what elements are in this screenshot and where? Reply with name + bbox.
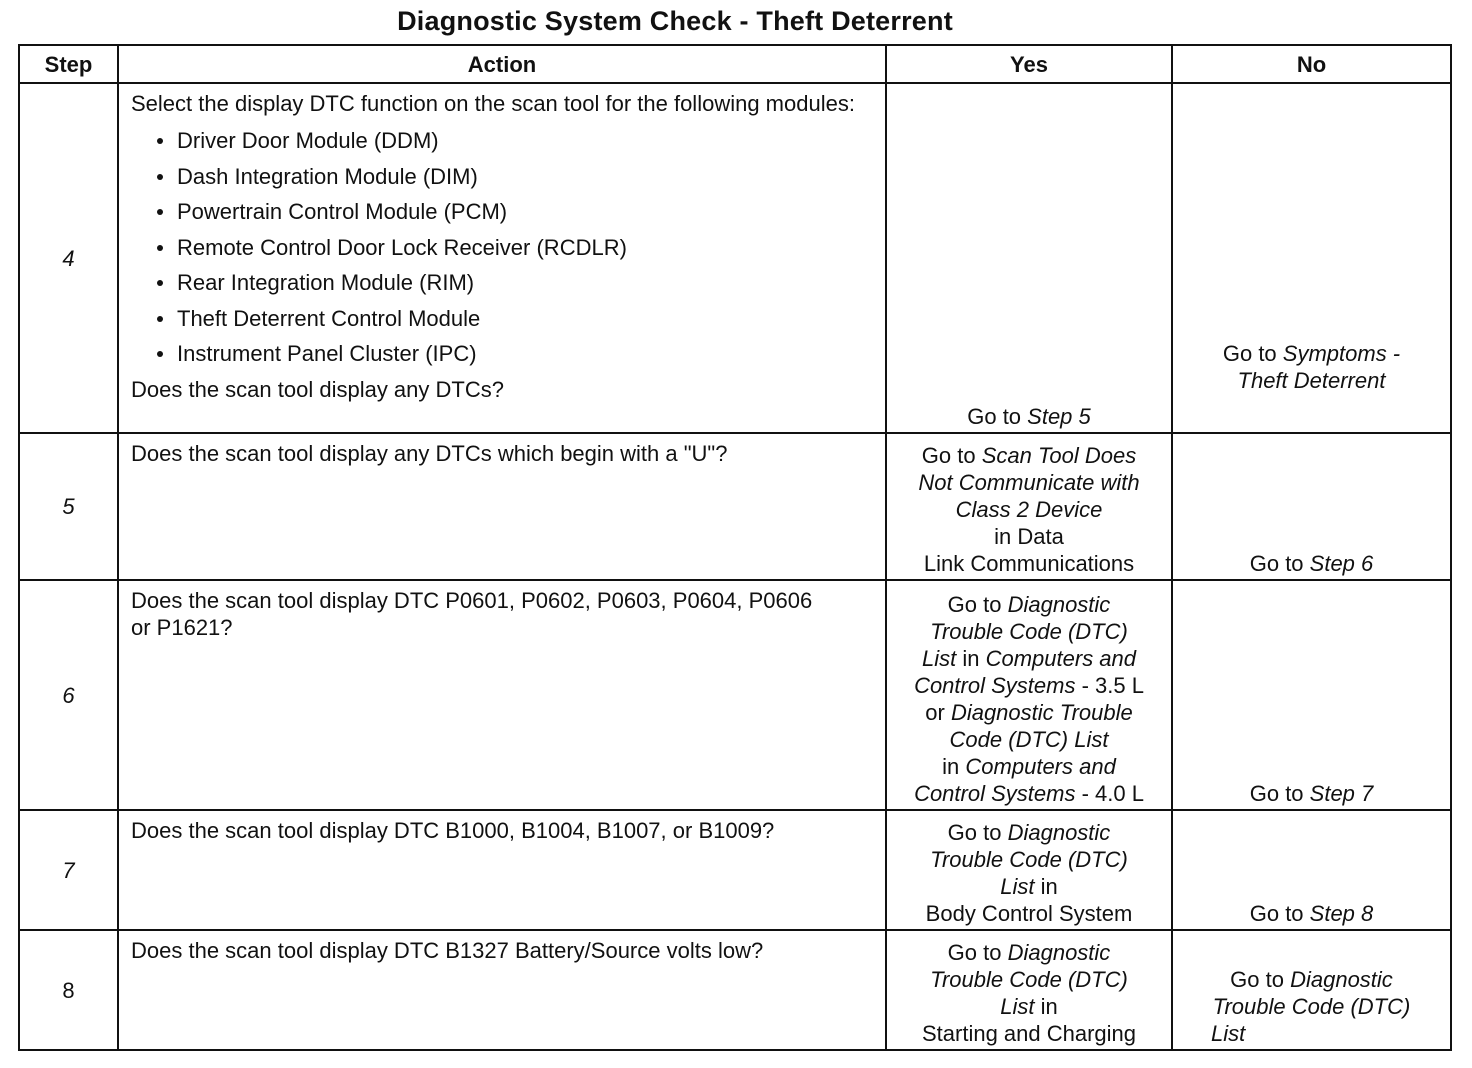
goto-link[interactable]: Code (DTC) List [949,727,1109,752]
action-cell: Does the scan tool display DTC B1000, B1004, B1007, or B1009? [118,810,886,930]
step-number: 4 [19,83,118,433]
action-cell: Does the scan tool display DTC P0601, P0602, P0603, P0604, P0606 or P1621? [118,580,886,810]
list-item: Theft Deterrent Control Module [153,301,875,337]
header-action: Action [118,45,886,83]
action-cell: Does the scan tool display any DTCs which begin with a "U"? [118,433,886,580]
goto-link[interactable]: Symptoms - [1282,341,1401,366]
goto-link[interactable]: Trouble Code (DTC) [930,967,1128,992]
goto-link[interactable]: Computers and [985,646,1137,671]
goto-link[interactable]: Diagnostic [1007,820,1111,845]
step-number: 6 [19,580,118,810]
goto-link[interactable]: Trouble Code (DTC) [930,847,1128,872]
goto-prefix: Go to [947,820,1008,845]
list-item: Remote Control Door Lock Receiver (RCDLR) [153,230,875,266]
page-title: Diagnostic System Check - Theft Deterrent [397,6,953,36]
yes-cell [886,810,1172,930]
goto-link[interactable]: List [1000,874,1035,899]
link-context: in [942,754,966,779]
diagnostic-table [18,44,1452,1051]
table-row [19,83,1451,433]
table-row [19,930,1451,1050]
yes-cell [886,930,1172,1050]
goto-prefix: Go to [1222,341,1283,366]
goto-link[interactable]: Diagnostic Trouble [950,700,1133,725]
goto-prefix: Go to [967,404,1028,429]
yes-cell [886,580,1172,810]
table-row [19,580,1451,810]
goto-link[interactable]: List [921,646,957,671]
list-item: Driver Door Module (DDM) [153,123,875,159]
goto-prefix: Go to [1249,781,1310,806]
list-item: Powertrain Control Module (PCM) [153,194,875,230]
link-context: or [925,700,951,725]
no-cell [1172,580,1451,810]
table-row [19,810,1451,930]
header-step: Step [19,45,118,83]
goto-link[interactable]: Step 5 [1027,404,1091,429]
link-context: Starting and Charging [921,1021,1137,1046]
goto-prefix: Go to [947,592,1008,617]
goto-link[interactable]: Diagnostic [1290,967,1393,992]
list-item: Rear Integration Module (RIM) [153,265,875,301]
no-cell [1172,433,1451,580]
goto-link[interactable]: Trouble Code (DTC) [1212,994,1411,1019]
goto-prefix: Go to [1249,551,1310,576]
table-row [19,433,1451,580]
link-context: in [956,646,986,671]
goto-link[interactable]: Theft Deterrent [1237,368,1386,393]
yes-cell [886,433,1172,580]
link-context: Body Control System [925,901,1133,926]
goto-link[interactable]: Control Systems [914,781,1076,806]
goto-prefix: Go to [921,443,982,468]
header-yes: Yes [886,45,1172,83]
no-cell [1172,83,1451,433]
goto-link[interactable]: Step 7 [1309,781,1374,806]
goto-link[interactable]: List [1000,994,1035,1019]
action-cell: Does the scan tool display DTC B1327 Battery/Source volts low? [118,930,886,1050]
goto-link[interactable]: Class 2 Device [955,497,1103,522]
action-cell [118,83,886,433]
step-number: 8 [19,930,118,1050]
goto-link[interactable]: Scan Tool Does [981,443,1137,468]
step-number: 5 [19,433,118,580]
goto-link[interactable]: List [1211,1021,1246,1046]
goto-link[interactable]: Step 8 [1309,901,1374,926]
action-question: Does the scan tool display any DTCs? [131,376,504,402]
link-context: - 3.5 L [1075,673,1144,698]
no-cell [1172,930,1451,1050]
step-number: 7 [19,810,118,930]
table-header-row [19,45,1451,83]
link-context: - 4.0 L [1075,781,1144,806]
goto-link[interactable]: Control Systems [914,673,1076,698]
action-intro: Select the display DTC function on the scan tool for the following modules: [131,91,855,116]
module-list [131,123,875,372]
goto-link[interactable]: Diagnostic [1007,940,1111,965]
link-context: in Data [994,524,1064,549]
goto-prefix: Go to [1230,967,1291,992]
list-item: Dash Integration Module (DIM) [153,159,875,195]
goto-link[interactable]: Trouble Code (DTC) [930,619,1128,644]
goto-link[interactable]: Step 6 [1309,551,1374,576]
no-cell [1172,810,1451,930]
header-no: No [1172,45,1451,83]
yes-cell [886,83,1172,433]
list-item: Instrument Panel Cluster (IPC) [153,336,875,372]
goto-prefix: Go to [1249,901,1310,926]
link-context: in [1034,994,1058,1019]
goto-link[interactable]: Not Communicate with [918,470,1140,495]
link-context: in [1034,874,1058,899]
link-context: Link Communications [923,551,1135,576]
goto-prefix: Go to [947,940,1008,965]
goto-link[interactable]: Computers and [965,754,1116,779]
goto-link[interactable]: Diagnostic [1007,592,1111,617]
